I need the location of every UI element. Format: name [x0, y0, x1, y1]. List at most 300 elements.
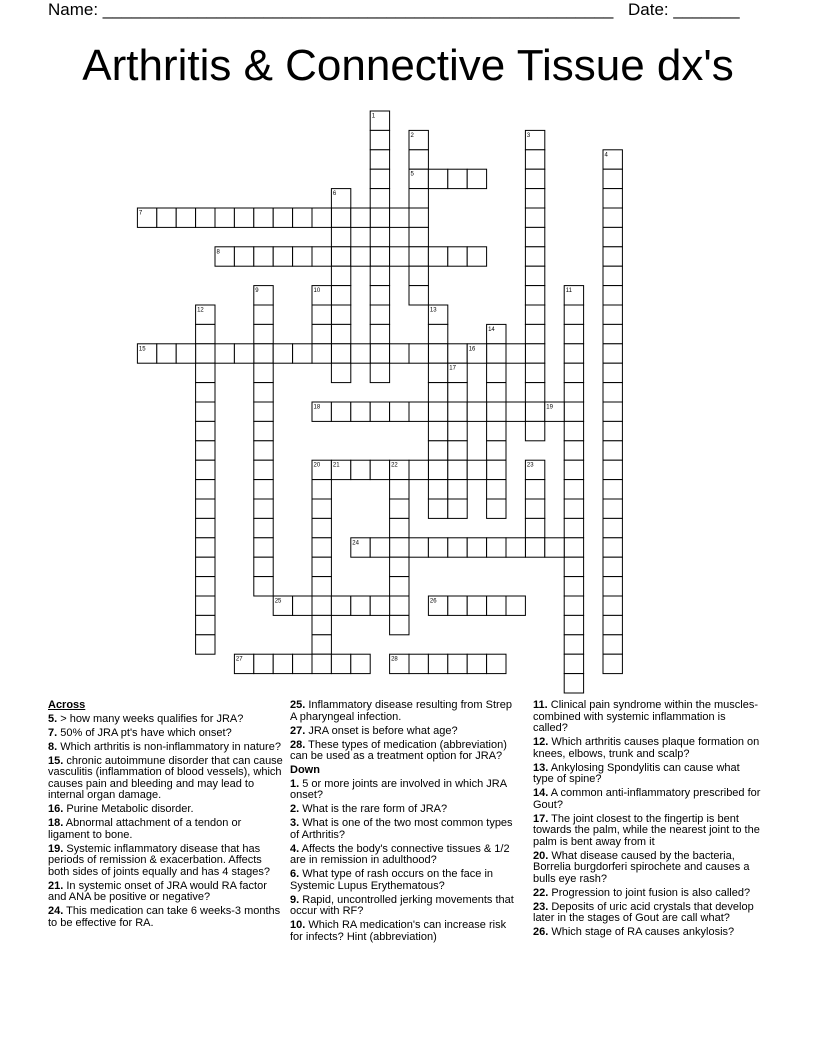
grid-cell[interactable]: [351, 596, 370, 615]
grid-cell[interactable]: [564, 441, 583, 460]
grid-cell[interactable]: [448, 421, 467, 440]
clue-number-label: 24: [352, 540, 359, 547]
grid-cell[interactable]: [525, 421, 544, 440]
grid-cell[interactable]: [254, 518, 273, 537]
clue-number-label: 10: [313, 288, 321, 295]
grid-cell[interactable]: [487, 596, 506, 615]
clue-text: What is one of the two most common types of Arthritis?: [290, 817, 513, 841]
clue-number: 3.: [290, 817, 300, 829]
grid-cell[interactable]: [331, 227, 350, 246]
grid-cell[interactable]: [331, 247, 350, 266]
grid-cell[interactable]: [370, 324, 389, 343]
grid-cell[interactable]: [603, 324, 622, 343]
grid-cell[interactable]: [564, 557, 583, 576]
grid-cell[interactable]: [409, 402, 428, 421]
grid-cell[interactable]: [196, 557, 215, 576]
grid-cell[interactable]: [390, 615, 409, 634]
name-field-label[interactable]: Name: ______________________________________________________: [48, 0, 614, 19]
grid-cell[interactable]: [331, 324, 350, 343]
grid-cell[interactable]: [254, 208, 273, 227]
grid-cell[interactable]: [273, 344, 292, 363]
clue-item: [290, 779, 520, 802]
grid-cell[interactable]: [525, 189, 544, 208]
grid-cell[interactable]: [390, 577, 409, 596]
grid-cell[interactable]: [467, 460, 486, 479]
grid-cell[interactable]: [254, 344, 273, 363]
grid-cell[interactable]: [254, 402, 273, 421]
grid-cell[interactable]: [448, 460, 467, 479]
grid-cell[interactable]: [603, 441, 622, 460]
grid-cell[interactable]: [467, 169, 486, 188]
grid-cell[interactable]: [603, 615, 622, 634]
grid-cell[interactable]: [351, 460, 370, 479]
grid-cell[interactable]: [409, 460, 428, 479]
grid-cell[interactable]: [409, 538, 428, 557]
grid-cell[interactable]: [331, 363, 350, 382]
clue-number-label: 25: [274, 598, 282, 605]
clue-number-label: 2: [410, 132, 414, 139]
grid-cell[interactable]: [331, 344, 350, 363]
clue-text: Abnormal attachment of a tendon or ligament to bone.: [48, 817, 242, 841]
grid-cell[interactable]: [487, 363, 506, 382]
grid-cell[interactable]: [370, 363, 389, 382]
grid-cell[interactable]: [254, 557, 273, 576]
grid-cell[interactable]: [525, 324, 544, 343]
grid-cell[interactable]: [312, 557, 331, 576]
grid-cell[interactable]: [564, 344, 583, 363]
grid-cell[interactable]: [525, 266, 544, 285]
clue-number: 1.: [290, 777, 300, 790]
grid-cell[interactable]: [254, 441, 273, 460]
grid-cell[interactable]: [370, 286, 389, 305]
grid-cell[interactable]: [254, 538, 273, 557]
grid-cell[interactable]: [525, 383, 544, 402]
grid-cell[interactable]: [370, 208, 389, 227]
grid-cell[interactable]: [487, 421, 506, 440]
grid-cell[interactable]: [196, 480, 215, 499]
down-heading: Down: [290, 764, 320, 776]
grid-cell[interactable]: [312, 247, 331, 266]
grid-cell[interactable]: [525, 247, 544, 266]
grid-cell[interactable]: [312, 577, 331, 596]
grid-cell[interactable]: [254, 247, 273, 266]
grid-cell[interactable]: [603, 421, 622, 440]
grid-cell[interactable]: [428, 441, 447, 460]
grid-cell[interactable]: [564, 480, 583, 499]
grid-cell[interactable]: [603, 363, 622, 382]
grid-cell[interactable]: [390, 518, 409, 537]
clue-number: 12.: [533, 736, 549, 748]
grid-cell[interactable]: [428, 499, 447, 518]
grid-cell[interactable]: [312, 615, 331, 634]
grid-cell[interactable]: [196, 538, 215, 557]
grid-cell[interactable]: [409, 654, 428, 673]
grid-cell[interactable]: [312, 344, 331, 363]
grid-cell[interactable]: [196, 499, 215, 518]
clue-number: 25.: [290, 699, 306, 711]
grid-cell[interactable]: [564, 305, 583, 324]
clue-text: Which arthritis is non-inflammatory in nature?: [57, 740, 281, 753]
grid-cell[interactable]: [312, 596, 331, 615]
grid-cell[interactable]: [215, 344, 234, 363]
clue-text: Inflammatory disease resulting from Strep A pharyngeal infection.: [290, 699, 512, 723]
grid-cell[interactable]: [273, 247, 292, 266]
clue-number-label: 5: [410, 171, 414, 178]
grid-cell[interactable]: [564, 402, 583, 421]
grid-cell[interactable]: [370, 189, 389, 208]
grid-cell[interactable]: [312, 499, 331, 518]
grid-cell[interactable]: [312, 518, 331, 537]
grid-cell[interactable]: [390, 402, 409, 421]
grid-cell[interactable]: [603, 538, 622, 557]
grid-cell[interactable]: [254, 460, 273, 479]
grid-cell[interactable]: [254, 654, 273, 673]
grid-cell[interactable]: [564, 421, 583, 440]
grid-cell[interactable]: [196, 577, 215, 596]
grid-cell[interactable]: [487, 460, 506, 479]
grid-cell[interactable]: [331, 654, 350, 673]
grid-cell[interactable]: [234, 208, 253, 227]
grid-cell[interactable]: [273, 654, 292, 673]
grid-cell[interactable]: [525, 344, 544, 363]
grid-cell[interactable]: [603, 654, 622, 673]
grid-cell[interactable]: [525, 227, 544, 246]
grid-cell[interactable]: [487, 402, 506, 421]
grid-cell[interactable]: [312, 480, 331, 499]
grid-cell[interactable]: [487, 383, 506, 402]
grid-cell[interactable]: [331, 266, 350, 285]
grid-cell[interactable]: [196, 208, 215, 227]
grid-cell[interactable]: [390, 499, 409, 518]
grid-cell[interactable]: [603, 402, 622, 421]
grid-cell[interactable]: [254, 421, 273, 440]
grid-cell[interactable]: [234, 344, 253, 363]
clue-number: 20.: [533, 849, 549, 862]
grid-cell[interactable]: [603, 266, 622, 285]
grid-cell[interactable]: [409, 266, 428, 285]
grid-cell[interactable]: [157, 208, 176, 227]
grid-cell[interactable]: [370, 344, 389, 363]
date-field-label[interactable]: Date: _______: [628, 0, 740, 19]
grid-cell[interactable]: [467, 538, 486, 557]
grid-cell[interactable]: [603, 247, 622, 266]
grid-cell[interactable]: [603, 499, 622, 518]
grid-cell[interactable]: [312, 208, 331, 227]
grid-cell[interactable]: [215, 208, 234, 227]
grid-cell[interactable]: [196, 441, 215, 460]
clue-text: A common anti-inflammatory prescribed for Gout?: [533, 787, 761, 811]
grid-cell[interactable]: [370, 305, 389, 324]
grid-cell[interactable]: [196, 635, 215, 654]
grid-cell[interactable]: [487, 499, 506, 518]
clue-text: 5 or more joints are involved in which JRA onset?: [290, 777, 507, 801]
grid-cell[interactable]: [603, 577, 622, 596]
grid-cell[interactable]: [312, 635, 331, 654]
grid-cell[interactable]: [564, 538, 583, 557]
grid-cell[interactable]: [428, 480, 447, 499]
grid-cell[interactable]: [234, 247, 253, 266]
grid-cell[interactable]: [157, 344, 176, 363]
grid-cell[interactable]: [331, 208, 350, 227]
grid-cell[interactable]: [487, 480, 506, 499]
grid-cell[interactable]: [487, 441, 506, 460]
clues-column-1: [48, 700, 283, 932]
grid-cell[interactable]: [487, 344, 506, 363]
grid-cell[interactable]: [254, 499, 273, 518]
grid-cell[interactable]: [545, 538, 564, 557]
grid-cell[interactable]: [293, 247, 312, 266]
grid-cell[interactable]: [254, 480, 273, 499]
grid-cell[interactable]: [564, 499, 583, 518]
grid-cell[interactable]: [525, 518, 544, 537]
grid-cell[interactable]: [370, 130, 389, 149]
grid-cell[interactable]: [370, 460, 389, 479]
clue-number: 21.: [48, 879, 64, 892]
grid-cell[interactable]: [448, 169, 467, 188]
grid-cell[interactable]: [564, 577, 583, 596]
clue-number: 13.: [533, 761, 549, 774]
grid-cell[interactable]: [196, 324, 215, 343]
grid-cell[interactable]: [176, 344, 195, 363]
clue-number-label: 12: [197, 307, 204, 314]
grid-cell[interactable]: [176, 208, 195, 227]
clue-number-label: 3: [526, 132, 531, 139]
clue-item: [48, 742, 283, 754]
grid-cell[interactable]: [370, 247, 389, 266]
clue-number: 5.: [48, 712, 58, 725]
grid-cell[interactable]: [448, 538, 467, 557]
grid-cell[interactable]: [254, 383, 273, 402]
clue-item: [48, 906, 283, 929]
grid-cell[interactable]: [254, 577, 273, 596]
grid-cell[interactable]: [196, 615, 215, 634]
grid-cell[interactable]: [603, 189, 622, 208]
grid-cell[interactable]: [390, 247, 409, 266]
grid-cell[interactable]: [409, 208, 428, 227]
grid-cell[interactable]: [603, 169, 622, 188]
grid-cell[interactable]: [370, 169, 389, 188]
grid-cell[interactable]: [390, 538, 409, 557]
grid-cell[interactable]: [525, 480, 544, 499]
clue-text: > how many weeks qualifies for JRA?: [57, 712, 244, 725]
grid-cell[interactable]: [448, 480, 467, 499]
grid-cell[interactable]: [564, 324, 583, 343]
grid-cell[interactable]: [331, 305, 350, 324]
grid-cell[interactable]: [525, 208, 544, 227]
grid-cell[interactable]: [370, 538, 389, 557]
grid-cell[interactable]: [603, 383, 622, 402]
clue-number: 23.: [533, 900, 549, 913]
grid-cell[interactable]: [564, 615, 583, 634]
grid-cell[interactable]: [603, 480, 622, 499]
clue-item: [290, 804, 520, 816]
grid-cell[interactable]: [603, 286, 622, 305]
grid-cell[interactable]: [351, 208, 370, 227]
clue-number-label: 16: [468, 346, 476, 353]
grid-cell[interactable]: [428, 402, 447, 421]
grid-cell[interactable]: [312, 324, 331, 343]
grid-cell[interactable]: [293, 654, 312, 673]
grid-cell[interactable]: [390, 480, 409, 499]
grid-cell[interactable]: [564, 635, 583, 654]
clue-number-label: 1: [371, 113, 376, 120]
grid-cell[interactable]: [506, 538, 525, 557]
grid-cell[interactable]: [409, 247, 428, 266]
grid-cell[interactable]: [409, 150, 428, 169]
grid-cell[interactable]: [487, 538, 506, 557]
grid-cell[interactable]: [196, 344, 215, 363]
grid-cell[interactable]: [525, 150, 544, 169]
grid-cell[interactable]: [525, 402, 544, 421]
grid-cell[interactable]: [370, 402, 389, 421]
grid-cell[interactable]: [506, 596, 525, 615]
grid-cell[interactable]: [525, 499, 544, 518]
grid-cell[interactable]: [273, 208, 292, 227]
clue-text: Systemic inflammatory disease that has periods of remission & exacerbation. Affects both sides of joints equally and has 4 stages?: [48, 842, 270, 878]
grid-cell[interactable]: [603, 518, 622, 537]
grid-cell[interactable]: [487, 654, 506, 673]
grid-cell[interactable]: [564, 518, 583, 537]
grid-cell[interactable]: [331, 286, 350, 305]
grid-cell[interactable]: [254, 363, 273, 382]
clue-number-label: 23: [526, 462, 534, 469]
grid-cell[interactable]: [448, 596, 467, 615]
grid-cell[interactable]: [351, 247, 370, 266]
grid-cell[interactable]: [564, 654, 583, 673]
clue-item: [533, 814, 763, 849]
grid-cell[interactable]: [603, 344, 622, 363]
grid-cell[interactable]: [196, 518, 215, 537]
grid-cell[interactable]: [564, 460, 583, 479]
grid-cell[interactable]: [603, 305, 622, 324]
grid-cell[interactable]: [312, 305, 331, 324]
grid-cell[interactable]: [331, 402, 350, 421]
clue-item: [290, 895, 520, 918]
grid-cell[interactable]: [564, 674, 583, 693]
clue-number: 19.: [48, 842, 64, 855]
clue-number: 27.: [290, 724, 306, 737]
clue-number: 11.: [533, 699, 548, 711]
grid-cell[interactable]: [603, 557, 622, 576]
grid-cell[interactable]: [428, 324, 447, 343]
grid-cell[interactable]: [448, 441, 467, 460]
grid-cell[interactable]: [196, 460, 215, 479]
grid-cell[interactable]: [409, 189, 428, 208]
clue-item: [48, 804, 283, 816]
grid-cell[interactable]: [196, 363, 215, 382]
grid-cell[interactable]: [409, 344, 428, 363]
grid-cell[interactable]: [428, 460, 447, 479]
grid-cell[interactable]: [603, 460, 622, 479]
grid-cell[interactable]: [525, 169, 544, 188]
grid-cell[interactable]: [370, 150, 389, 169]
grid-cell[interactable]: [428, 538, 447, 557]
grid-cell[interactable]: [409, 227, 428, 246]
grid-cell[interactable]: [351, 654, 370, 673]
grid-cell[interactable]: [254, 305, 273, 324]
grid-cell[interactable]: [448, 344, 467, 363]
grid-cell[interactable]: [351, 402, 370, 421]
grid-cell[interactable]: [525, 286, 544, 305]
grid-cell[interactable]: [370, 266, 389, 285]
clue-item: [48, 844, 283, 879]
grid-cell[interactable]: [428, 247, 447, 266]
grid-cell[interactable]: [254, 324, 273, 343]
grid-cell[interactable]: [564, 596, 583, 615]
grid-cell[interactable]: [409, 286, 428, 305]
grid-cell[interactable]: [603, 227, 622, 246]
grid-cell[interactable]: [390, 208, 409, 227]
grid-cell[interactable]: [390, 344, 409, 363]
clues-column-3: [533, 700, 763, 941]
grid-cell[interactable]: [390, 596, 409, 615]
grid-cell[interactable]: [564, 383, 583, 402]
clue-item: [290, 818, 520, 841]
grid-cell[interactable]: [312, 654, 331, 673]
clue-number-label: 27: [235, 656, 243, 663]
grid-cell[interactable]: [428, 383, 447, 402]
grid-cell[interactable]: [506, 344, 525, 363]
grid-cell[interactable]: [448, 383, 467, 402]
grid-cell[interactable]: [467, 596, 486, 615]
grid-cell[interactable]: [428, 421, 447, 440]
grid-cell[interactable]: [603, 596, 622, 615]
grid-cell[interactable]: [370, 596, 389, 615]
grid-cell[interactable]: [467, 654, 486, 673]
grid-cell[interactable]: [525, 538, 544, 557]
clue-text: What type of rash occurs on the face in Systemic Lupus Erythematous?: [290, 868, 494, 892]
grid-cell[interactable]: [370, 227, 389, 246]
grid-cell[interactable]: [312, 538, 331, 557]
clue-number-label: 15: [138, 346, 146, 353]
grid-cell[interactable]: [331, 596, 350, 615]
grid-cell[interactable]: [603, 208, 622, 227]
grid-cell[interactable]: [448, 499, 467, 518]
grid-cell[interactable]: [196, 421, 215, 440]
grid-cell[interactable]: [448, 247, 467, 266]
grid-cell[interactable]: [196, 596, 215, 615]
grid-cell[interactable]: [467, 402, 486, 421]
clue-text: Purine Metabolic disorder.: [63, 803, 194, 815]
grid-cell[interactable]: [390, 557, 409, 576]
clue-number-label: 8: [216, 249, 220, 256]
grid-cell[interactable]: [467, 247, 486, 266]
clue-number: 17.: [533, 812, 549, 825]
grid-cell[interactable]: [448, 402, 467, 421]
clue-text: The joint closest to the fingertip is bent towards the palm, while the nearest joint to the palm is bent away from it: [533, 812, 760, 848]
grid-cell[interactable]: [564, 363, 583, 382]
grid-cell[interactable]: [196, 402, 215, 421]
clue-number-label: 14: [488, 326, 495, 333]
grid-cell[interactable]: [293, 344, 312, 363]
grid-cell[interactable]: [525, 305, 544, 324]
grid-cell[interactable]: [428, 654, 447, 673]
grid-cell[interactable]: [506, 402, 525, 421]
clue-number: 10.: [290, 919, 306, 931]
grid-cell[interactable]: [293, 208, 312, 227]
grid-cell[interactable]: [428, 344, 447, 363]
grid-cell[interactable]: [293, 596, 312, 615]
grid-cell[interactable]: [428, 363, 447, 382]
clue-item: [290, 700, 520, 723]
grid-cell[interactable]: [603, 635, 622, 654]
grid-cell[interactable]: [196, 383, 215, 402]
grid-cell[interactable]: [525, 363, 544, 382]
grid-cell[interactable]: [351, 344, 370, 363]
grid-cell[interactable]: [448, 654, 467, 673]
grid-cell[interactable]: [428, 169, 447, 188]
clue-item: [533, 763, 763, 786]
